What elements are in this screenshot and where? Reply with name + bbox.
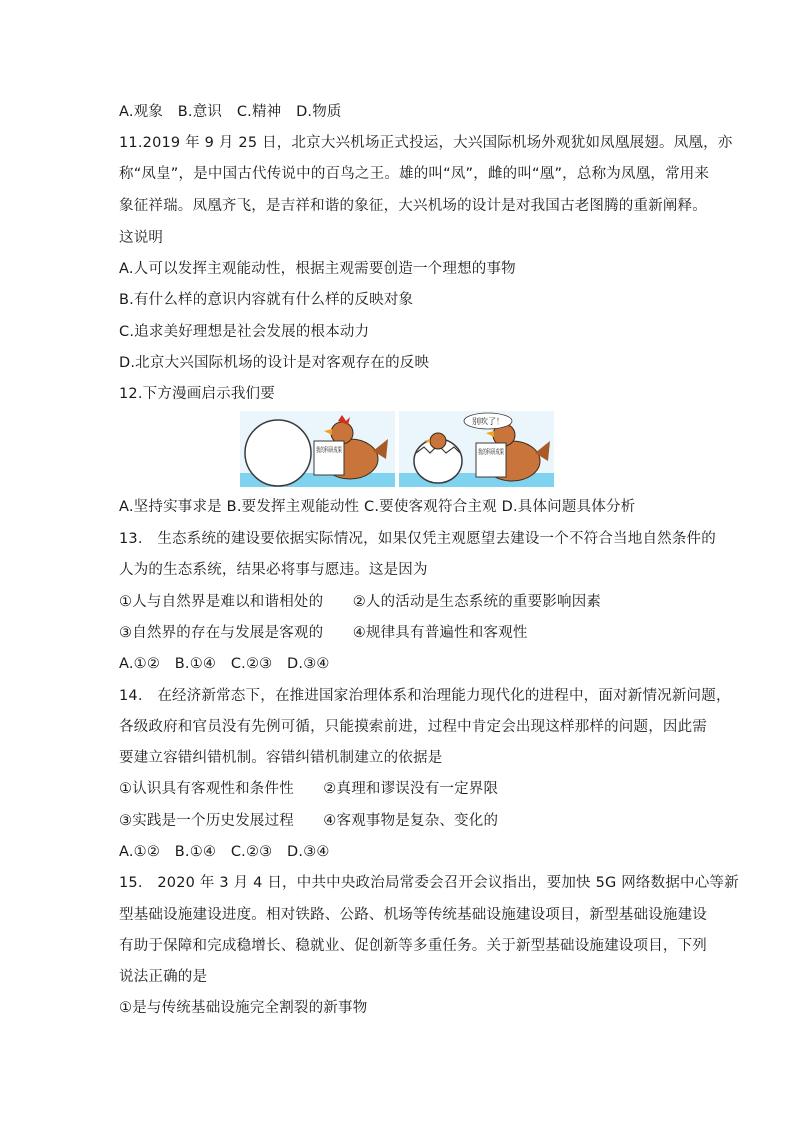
q11-stem-line-1: 11.2019 年 9 月 25 日，北京大兴机场正式投运，大兴国际机场外观犹如凤凰展翅。凤凰，亦 (119, 135, 733, 151)
q15-stem-line-2: 型基础设施建设进度。相对铁路、公路、机场等传统基础设施建设项目，新型基础设施建设 (119, 907, 707, 923)
q13-statements-1-2: ①人与自然界是难以和谐相处的 ②人的活动是生态系统的重要影响因素 (119, 594, 602, 610)
q12-options: A.坚持实事求是 B.要发挥主观能动性 C.要使客观符合主观 D.具体问题具体分析 (119, 499, 636, 515)
q14-statements-3-4: ③实践是一个历史发展过程 ④客观事物是复杂、变化的 (119, 813, 499, 829)
sign-left-text: 我的科研成果 (316, 446, 358, 454)
q14-stem-line-1: 14. 在经济新常态下，在推进国家治理体系和治理能力现代化的进程中，面对新情况新问题， (119, 688, 731, 704)
q15-stem-line-1: 15. 2020 年 3 月 4 日，中共中央政治局常委会召开会议指出，要加快 5G 网络数据中心等新 (119, 875, 739, 891)
q12-cartoon (240, 411, 554, 487)
q14-stem-line-3: 要建立容错纠错机制。容错纠错机制建立的依据是 (119, 750, 443, 766)
q10-options: A.观象 B.意识 C.精神 D.物质 (119, 104, 342, 120)
q11-option-c: C.追求美好理想是社会发展的根本动力 (119, 324, 370, 340)
q12-stem: 12.下方漫画启示我们要 (119, 386, 275, 402)
q11-stem-line-3: 象征祥瑞。凤凰齐飞，是吉祥和谐的象征，大兴机场的设计是对我国古老图腾的重新阐释。 (119, 198, 707, 214)
q11-stem-line-4: 这说明 (119, 230, 164, 246)
q15-stem-line-4: 说法正确的是 (119, 969, 208, 985)
q11-stem-line-2: 称“凤皇”，是中国古代传说中的百鸟之王。雄的叫“凤”，雌的叫“凰”，总称为凤凰，常用来 (119, 166, 710, 182)
q15-statement-1: ①是与传统基础设施完全割裂的新事物 (119, 1000, 368, 1016)
q13-stem-line-2: 人为的生态系统，结果必将事与愿违。这是因为 (119, 562, 428, 578)
q11-option-b: B.有什么样的意识内容就有什么样的反映对象 (119, 292, 414, 308)
q13-stem-line-1: 13. 生态系统的建设要依据实际情况，如果仅凭主观愿望去建设一个不符合当地自然条件的 (119, 531, 716, 547)
speech-bubble-text: 别吹了！ (472, 417, 504, 426)
q13-statements-3-4: ③自然界的存在与发展是客观的 ④规律具有普遍性和客观性 (119, 625, 528, 641)
q14-stem-line-2: 各级政府和官员没有先例可循，只能摸索前进，过程中肯定会出现这样那样的问题，因此需 (119, 719, 707, 735)
q11-option-a: A.人可以发挥主观能动性，根据主观需要创造一个理想的事物 (119, 261, 516, 277)
q14-statements-1-2: ①认识具有客观性和条件性 ②真理和谬误没有一定界限 (119, 781, 499, 797)
q13-options: A.①② B.①④ C.②③ D.③④ (119, 656, 330, 672)
q11-option-d: D.北京大兴国际机场的设计是对客观存在的反映 (119, 355, 430, 371)
q15-stem-line-3: 有助于保障和完成稳增长、稳就业、促创新等多重任务。关于新型基础设施建设项目，下列 (119, 938, 707, 954)
big-egg-left (245, 420, 311, 486)
sign-right-text: 我的科研成果 (478, 448, 520, 456)
q14-options: A.①② B.①④ C.②③ D.③④ (119, 844, 330, 860)
